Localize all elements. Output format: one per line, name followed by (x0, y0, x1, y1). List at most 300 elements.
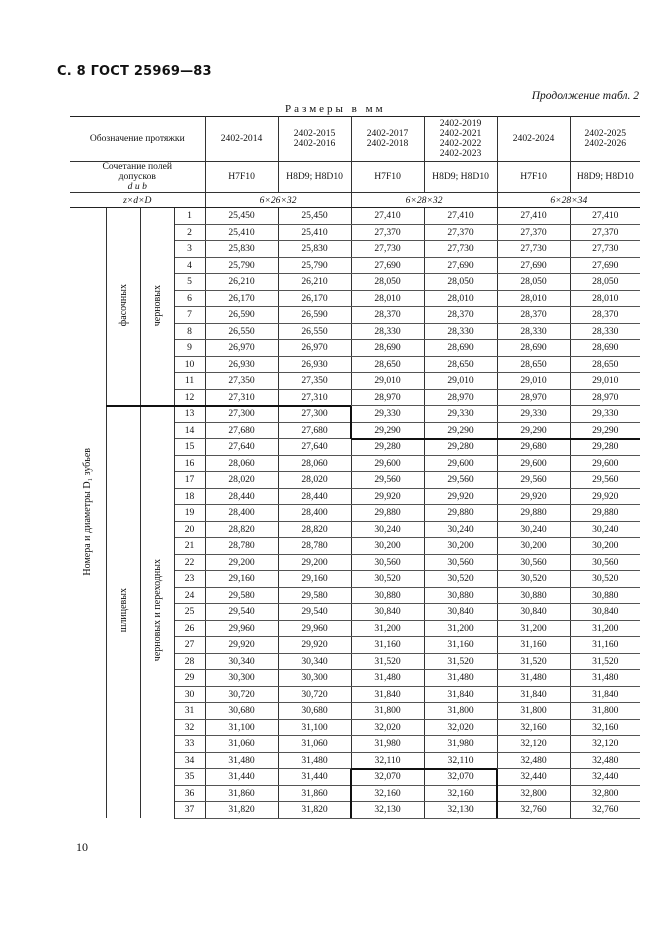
diameter-cell: 25,450 (205, 208, 278, 225)
diameter-cell: 28,690 (570, 340, 640, 357)
diameter-cell: 32,800 (497, 785, 570, 802)
diameter-cell: 25,410 (205, 224, 278, 241)
tooth-number: 8 (174, 323, 205, 340)
diameter-cell: 29,160 (278, 571, 351, 588)
diameter-cell: 29,280 (424, 439, 497, 456)
diameter-cell: 30,560 (424, 554, 497, 571)
diameter-cell: 28,370 (424, 307, 497, 324)
tooth-number: 9 (174, 340, 205, 357)
diameter-cell: 27,690 (424, 257, 497, 274)
diameter-cell: 29,960 (205, 620, 278, 637)
diameter-cell: 27,730 (351, 241, 424, 258)
tooth-number: 37 (174, 802, 205, 819)
diameter-cell: 26,930 (205, 356, 278, 373)
diameter-cell: 29,010 (351, 373, 424, 390)
diameter-cell: 28,650 (570, 356, 640, 373)
boundary-line (350, 769, 352, 819)
diameter-cell: 26,170 (278, 290, 351, 307)
diameter-cell: 32,160 (570, 719, 640, 736)
tolerance-cell: H8D9; H8D10 (278, 162, 351, 193)
diameter-cell: 30,720 (205, 686, 278, 703)
diameter-cell: 32,440 (570, 769, 640, 786)
tooth-number: 30 (174, 686, 205, 703)
diameter-cell: 31,060 (205, 736, 278, 753)
diameter-cell: 27,300 (278, 406, 351, 423)
side-label: Номера и диаметры D₁ зубьев (82, 447, 94, 576)
tooth-number: 27 (174, 637, 205, 654)
diameter-cell: 32,760 (497, 802, 570, 819)
tooth-number: 33 (174, 736, 205, 753)
tolerance-label: Сочетание полей допусков d и b (70, 162, 205, 193)
diameter-cell: 29,580 (205, 587, 278, 604)
size-cell: 6×28×32 (351, 193, 497, 208)
diameter-cell: 28,690 (424, 340, 497, 357)
diameter-cell: 29,330 (497, 406, 570, 423)
diameter-cell: 26,210 (278, 274, 351, 291)
tooth-number: 1 (174, 208, 205, 225)
diameter-cell: 27,410 (570, 208, 640, 225)
designation-cell: 2402-2015 2402-2016 (278, 117, 351, 162)
diameter-cell: 28,400 (205, 505, 278, 522)
diameter-cell: 27,410 (497, 208, 570, 225)
tooth-number: 10 (174, 356, 205, 373)
diameter-cell: 31,840 (570, 686, 640, 703)
diameter-cell: 31,520 (570, 653, 640, 670)
diameter-cell: 29,540 (278, 604, 351, 621)
diameter-cell: 32,480 (570, 752, 640, 769)
diameter-cell: 32,160 (497, 719, 570, 736)
diameter-cell: 27,370 (570, 224, 640, 241)
diameter-cell: 32,110 (351, 752, 424, 769)
diameter-cell: 29,880 (497, 505, 570, 522)
diameter-cell: 27,310 (278, 389, 351, 406)
diameter-cell: 28,970 (424, 389, 497, 406)
diameter-cell: 31,480 (205, 752, 278, 769)
diameter-cell: 26,550 (205, 323, 278, 340)
diameter-cell: 31,440 (205, 769, 278, 786)
sub-rough-trans-cell (140, 406, 174, 819)
side-label-cell (70, 208, 106, 819)
diameter-cell: 30,840 (570, 604, 640, 621)
diameter-cell: 31,800 (424, 703, 497, 720)
diameter-cell: 30,300 (205, 670, 278, 687)
diameter-cell: 29,560 (497, 472, 570, 489)
diameter-cell: 26,590 (278, 307, 351, 324)
diameter-cell: 28,060 (205, 455, 278, 472)
diameter-cell: 28,050 (424, 274, 497, 291)
diameter-cell: 29,290 (497, 422, 570, 439)
tooth-number: 25 (174, 604, 205, 621)
diameter-cell: 29,290 (351, 422, 424, 439)
continuation-caption: Продолжение табл. 2 (531, 90, 639, 102)
diameter-cell: 27,640 (205, 439, 278, 456)
tooth-number: 36 (174, 785, 205, 802)
diameter-cell: 31,840 (424, 686, 497, 703)
diameter-cell: 31,480 (570, 670, 640, 687)
diameter-cell: 28,330 (570, 323, 640, 340)
diameter-cell: 31,860 (278, 785, 351, 802)
diameter-cell: 30,340 (205, 653, 278, 670)
diameter-cell: 29,010 (424, 373, 497, 390)
diameter-cell: 31,860 (205, 785, 278, 802)
diameter-cell: 31,480 (351, 670, 424, 687)
diameter-cell: 27,410 (351, 208, 424, 225)
diameter-cell: 32,440 (497, 769, 570, 786)
diameter-cell: 28,020 (278, 472, 351, 489)
diameter-cell: 28,780 (278, 538, 351, 555)
designation-cell: 2402-2014 (205, 117, 278, 162)
diameter-cell: 28,330 (497, 323, 570, 340)
tooth-number: 17 (174, 472, 205, 489)
diameter-cell: 29,920 (278, 637, 351, 654)
diameter-cell: 31,200 (351, 620, 424, 637)
diameter-cell: 29,600 (351, 455, 424, 472)
diameter-cell: 31,520 (497, 653, 570, 670)
diameter-cell: 32,120 (570, 736, 640, 753)
diameter-cell: 31,480 (424, 670, 497, 687)
diameter-cell: 29,580 (278, 587, 351, 604)
diameter-cell: 28,780 (205, 538, 278, 555)
designation-label: Обозначение протяжки (70, 117, 205, 162)
tooth-number: 24 (174, 587, 205, 604)
diameter-cell: 30,240 (424, 521, 497, 538)
diameter-cell: 26,590 (205, 307, 278, 324)
diameter-cell: 29,280 (351, 439, 424, 456)
diameter-cell: 28,650 (424, 356, 497, 373)
diameter-cell: 29,330 (570, 406, 640, 423)
diameter-cell: 27,350 (205, 373, 278, 390)
diameter-cell: 29,880 (570, 505, 640, 522)
tooth-number: 31 (174, 703, 205, 720)
diameter-cell: 30,680 (278, 703, 351, 720)
diameter-cell: 32,160 (424, 785, 497, 802)
diameter-cell: 32,120 (497, 736, 570, 753)
diameter-cell: 29,960 (278, 620, 351, 637)
tooth-number: 7 (174, 307, 205, 324)
diameter-cell: 27,370 (351, 224, 424, 241)
tooth-number: 18 (174, 488, 205, 505)
diameter-cell: 28,400 (278, 505, 351, 522)
diameter-cell: 28,010 (497, 290, 570, 307)
tooth-number: 2 (174, 224, 205, 241)
diameter-cell: 29,600 (424, 455, 497, 472)
tooth-number: 23 (174, 571, 205, 588)
group-chamfer-cell (106, 208, 140, 406)
diameter-cell: 30,240 (351, 521, 424, 538)
designation-cell: 2402-2019 2402-2021 2402-2022 2402-2023 (424, 117, 497, 162)
diameter-cell: 30,300 (278, 670, 351, 687)
tooth-number: 35 (174, 769, 205, 786)
tooth-number: 4 (174, 257, 205, 274)
page-header: С. 8 ГОСТ 25969—83 (57, 64, 212, 79)
zdD-label: z×d×D (70, 193, 205, 208)
table-row (70, 208, 640, 225)
diameter-cell: 31,840 (497, 686, 570, 703)
diameter-cell: 29,290 (424, 422, 497, 439)
tolerance-cell: H8D9; H8D10 (424, 162, 497, 193)
diameter-cell: 27,730 (424, 241, 497, 258)
tolerance-cell: H8D9; H8D10 (570, 162, 640, 193)
teeth-table (70, 116, 640, 819)
diameter-cell: 28,370 (351, 307, 424, 324)
diameter-cell: 29,540 (205, 604, 278, 621)
diameter-cell: 28,010 (570, 290, 640, 307)
diameter-cell: 28,330 (351, 323, 424, 340)
diameter-cell: 31,160 (497, 637, 570, 654)
boundary-line (496, 769, 498, 819)
diameter-cell: 31,440 (278, 769, 351, 786)
diameter-cell: 27,680 (205, 422, 278, 439)
diameter-cell: 31,820 (278, 802, 351, 819)
diameter-cell: 28,010 (351, 290, 424, 307)
diameter-cell: 25,790 (278, 257, 351, 274)
diameter-cell: 30,840 (351, 604, 424, 621)
diameter-cell: 28,820 (278, 521, 351, 538)
diameter-cell: 31,520 (424, 653, 497, 670)
diameter-cell: 30,680 (205, 703, 278, 720)
diameter-cell: 25,830 (278, 241, 351, 258)
tooth-number: 32 (174, 719, 205, 736)
diameter-cell: 28,330 (424, 323, 497, 340)
diameter-cell: 28,440 (205, 488, 278, 505)
tooth-number: 11 (174, 373, 205, 390)
tooth-number: 12 (174, 389, 205, 406)
tooth-number: 3 (174, 241, 205, 258)
tooth-number: 29 (174, 670, 205, 687)
diameter-cell: 30,240 (570, 521, 640, 538)
diameter-cell: 30,560 (570, 554, 640, 571)
diameter-cell: 28,650 (351, 356, 424, 373)
diameter-cell: 30,880 (424, 587, 497, 604)
diameter-cell: 31,980 (351, 736, 424, 753)
diameter-cell: 30,520 (424, 571, 497, 588)
diameter-cell: 32,160 (351, 785, 424, 802)
sub-rough-cell (140, 208, 174, 406)
diameter-cell: 31,820 (205, 802, 278, 819)
tooth-number: 34 (174, 752, 205, 769)
diameter-cell: 29,330 (424, 406, 497, 423)
diameter-cell: 31,160 (351, 637, 424, 654)
diameter-cell: 29,160 (205, 571, 278, 588)
diameter-cell: 32,130 (351, 802, 424, 819)
diameter-cell: 28,050 (570, 274, 640, 291)
diameter-cell: 30,520 (497, 571, 570, 588)
tooth-number: 26 (174, 620, 205, 637)
diameter-cell: 29,920 (205, 637, 278, 654)
diameter-cell: 29,880 (351, 505, 424, 522)
tooth-number: 13 (174, 406, 205, 423)
diameter-cell: 29,920 (351, 488, 424, 505)
diameter-cell: 27,690 (497, 257, 570, 274)
diameter-cell: 31,100 (278, 719, 351, 736)
diameter-cell: 25,410 (278, 224, 351, 241)
diameter-cell: 30,720 (278, 686, 351, 703)
diameter-cell: 31,840 (351, 686, 424, 703)
diameter-cell: 30,880 (570, 587, 640, 604)
diameter-cell: 31,800 (497, 703, 570, 720)
diameter-cell: 31,060 (278, 736, 351, 753)
diameter-cell: 32,020 (424, 719, 497, 736)
diameter-cell: 27,350 (278, 373, 351, 390)
tooth-number: 28 (174, 653, 205, 670)
designation-cell: 2402-2025 2402-2026 (570, 117, 640, 162)
diameter-cell: 29,600 (570, 455, 640, 472)
diameter-cell: 32,110 (424, 752, 497, 769)
diameter-cell: 29,290 (570, 422, 640, 439)
diameter-cell: 27,370 (424, 224, 497, 241)
diameter-cell: 26,930 (278, 356, 351, 373)
diameter-cell: 28,650 (497, 356, 570, 373)
diameter-cell: 28,370 (497, 307, 570, 324)
diameter-cell: 29,680 (497, 439, 570, 456)
diameter-cell: 31,200 (570, 620, 640, 637)
tolerance-cell: H7F10 (497, 162, 570, 193)
diameter-cell: 30,520 (570, 571, 640, 588)
diameter-cell: 27,370 (497, 224, 570, 241)
diameter-cell: 29,920 (424, 488, 497, 505)
diameter-cell: 28,970 (351, 389, 424, 406)
diameter-cell: 27,730 (497, 241, 570, 258)
sizes-caption: Размеры в мм (285, 103, 386, 115)
diameter-cell: 29,010 (497, 373, 570, 390)
diameter-cell: 31,800 (570, 703, 640, 720)
diameter-cell: 32,070 (351, 769, 424, 786)
diameter-cell: 28,970 (497, 389, 570, 406)
diameter-cell: 30,880 (351, 587, 424, 604)
diameter-cell: 31,200 (424, 620, 497, 637)
diameter-cell: 28,690 (497, 340, 570, 357)
designation-cell: 2402-2017 2402-2018 (351, 117, 424, 162)
diameter-cell: 32,760 (570, 802, 640, 819)
diameter-cell: 32,800 (570, 785, 640, 802)
diameter-cell: 28,020 (205, 472, 278, 489)
diameter-cell: 32,480 (497, 752, 570, 769)
designation-cell: 2402-2024 (497, 117, 570, 162)
diameter-cell: 31,800 (351, 703, 424, 720)
diameter-cell: 30,880 (497, 587, 570, 604)
diameter-cell: 27,640 (278, 439, 351, 456)
tolerance-cell: H7F10 (205, 162, 278, 193)
diameter-cell: 31,480 (497, 670, 570, 687)
tooth-number: 20 (174, 521, 205, 538)
diameter-cell: 29,920 (570, 488, 640, 505)
tooth-number: 21 (174, 538, 205, 555)
diameter-cell: 30,520 (351, 571, 424, 588)
tooth-number: 22 (174, 554, 205, 571)
diameter-cell: 28,050 (351, 274, 424, 291)
diameter-cell: 30,560 (497, 554, 570, 571)
diameter-cell: 29,560 (424, 472, 497, 489)
diameter-cell: 30,560 (351, 554, 424, 571)
diameter-cell: 30,340 (278, 653, 351, 670)
tooth-number: 14 (174, 422, 205, 439)
diameter-cell: 26,550 (278, 323, 351, 340)
diameter-cell: 26,970 (205, 340, 278, 357)
diameter-cell: 29,600 (497, 455, 570, 472)
group-spline-label: шлицевых (117, 588, 129, 633)
diameter-cell: 28,060 (278, 455, 351, 472)
diameter-cell: 29,880 (424, 505, 497, 522)
diameter-cell: 29,920 (497, 488, 570, 505)
table-row (70, 406, 640, 423)
diameter-cell: 30,200 (351, 538, 424, 555)
diameter-cell: 27,730 (570, 241, 640, 258)
sub-rough-label: черновых (151, 284, 163, 326)
diameter-cell: 25,830 (205, 241, 278, 258)
diameter-cell: 31,980 (424, 736, 497, 753)
diameter-cell: 29,200 (278, 554, 351, 571)
size-cell: 6×26×32 (205, 193, 351, 208)
diameter-cell: 30,240 (497, 521, 570, 538)
diameter-cell: 26,970 (278, 340, 351, 357)
diameter-cell: 31,480 (278, 752, 351, 769)
diameter-cell: 26,210 (205, 274, 278, 291)
diameter-cell: 28,440 (278, 488, 351, 505)
diameter-cell: 27,690 (351, 257, 424, 274)
diameter-cell: 30,200 (424, 538, 497, 555)
diameter-cell: 30,200 (570, 538, 640, 555)
diameter-cell: 27,680 (278, 422, 351, 439)
tooth-number: 5 (174, 274, 205, 291)
diameter-cell: 31,520 (351, 653, 424, 670)
diameter-cell: 27,300 (205, 406, 278, 423)
diameter-cell: 31,100 (205, 719, 278, 736)
boundary-line (350, 406, 352, 439)
sub-rough-trans-label: черновых и переходных (151, 559, 163, 662)
diameter-cell: 32,020 (351, 719, 424, 736)
diameter-cell: 28,820 (205, 521, 278, 538)
diameter-cell: 28,010 (424, 290, 497, 307)
diameter-cell: 30,840 (497, 604, 570, 621)
diameter-cell: 25,790 (205, 257, 278, 274)
diameter-cell: 31,160 (570, 637, 640, 654)
diameter-cell: 25,450 (278, 208, 351, 225)
boundary-line (351, 438, 640, 440)
diameter-cell: 29,280 (570, 439, 640, 456)
diameter-cell: 29,010 (570, 373, 640, 390)
tooth-number: 19 (174, 505, 205, 522)
diameter-cell: 28,690 (351, 340, 424, 357)
diameter-cell: 32,070 (424, 769, 497, 786)
diameter-cell: 28,970 (570, 389, 640, 406)
diameter-cell: 26,170 (205, 290, 278, 307)
diameter-cell: 29,200 (205, 554, 278, 571)
group-spline-cell (106, 406, 140, 819)
diameter-cell: 31,200 (497, 620, 570, 637)
boundary-line (106, 405, 351, 407)
diameter-cell: 29,560 (351, 472, 424, 489)
boundary-line (351, 768, 497, 770)
diameter-cell: 27,690 (570, 257, 640, 274)
diameter-cell: 28,050 (497, 274, 570, 291)
diameter-cell: 27,410 (424, 208, 497, 225)
tooth-number: 16 (174, 455, 205, 472)
diameter-cell: 29,560 (570, 472, 640, 489)
diameter-cell: 30,200 (497, 538, 570, 555)
size-cell: 6×28×34 (497, 193, 640, 208)
diameter-cell: 31,160 (424, 637, 497, 654)
diameter-cell: 32,130 (424, 802, 497, 819)
diameter-cell: 28,370 (570, 307, 640, 324)
diameter-cell: 27,310 (205, 389, 278, 406)
group-chamfer-label: фасочных (117, 284, 129, 327)
diameter-cell: 30,840 (424, 604, 497, 621)
tooth-number: 15 (174, 439, 205, 456)
diameter-cell: 29,330 (351, 406, 424, 423)
tooth-number: 6 (174, 290, 205, 307)
tolerance-cell: H7F10 (351, 162, 424, 193)
page-number: 10 (76, 840, 88, 854)
